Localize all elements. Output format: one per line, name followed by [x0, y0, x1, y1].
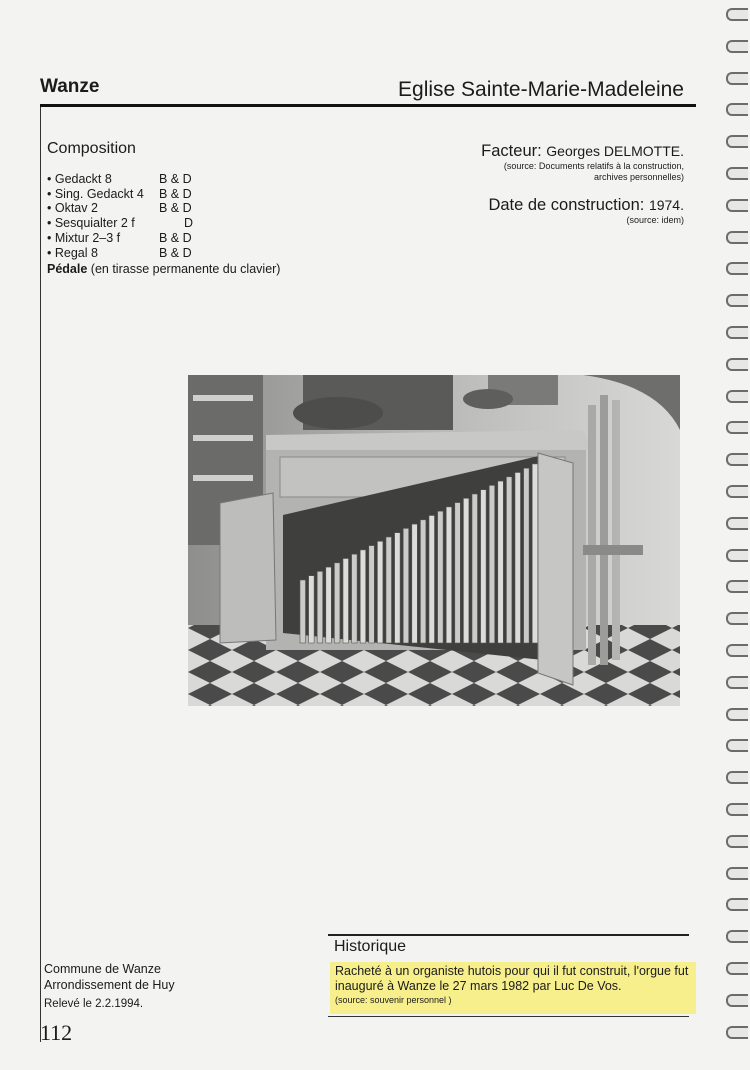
stop-name: • Regal 8 — [47, 245, 98, 260]
stop-name: • Sesquialter 2 f — [47, 216, 135, 231]
organ-pipe — [524, 468, 530, 643]
stop-row — [47, 201, 207, 216]
organ-pipe — [515, 473, 521, 644]
stop-row — [47, 246, 207, 261]
organ-pipe — [309, 576, 315, 643]
binding-ring — [726, 358, 748, 371]
binding-ring — [726, 930, 748, 943]
construction-line — [354, 196, 684, 215]
organ-pipe — [472, 494, 478, 643]
commune-block — [44, 962, 175, 993]
binding-ring — [726, 803, 748, 816]
organ-pipe — [377, 541, 383, 643]
stop-row — [47, 187, 207, 202]
stop-row — [47, 216, 207, 231]
stop-name: • Oktav 2 — [47, 201, 98, 216]
organ-pipe — [334, 563, 340, 643]
pedale-label: Pédale — [47, 262, 88, 276]
pedale-line — [47, 262, 280, 276]
composition-title: Composition — [47, 140, 136, 157]
arrondissement-name: Arrondissement de Huy — [44, 977, 175, 992]
binding-ring — [726, 1026, 748, 1039]
page-number: 112 — [40, 1020, 73, 1045]
releve-date: Relevé le 2.2.1994. — [44, 998, 144, 1010]
binding-ring — [726, 517, 748, 530]
binding-ring — [726, 580, 748, 593]
binding-ring — [726, 326, 748, 339]
binding-ring — [726, 835, 748, 848]
builder-source-1: (source: Documents relatifs à la construction, — [503, 161, 684, 171]
organ-pipe — [429, 516, 435, 644]
stop-division: B & D — [159, 186, 192, 201]
organ-pipe — [360, 550, 366, 643]
organ-pipe — [412, 524, 418, 643]
binding-ring — [726, 103, 748, 116]
organ-pipe — [386, 537, 392, 643]
binding-ring — [726, 644, 748, 657]
margin-rule — [40, 107, 41, 1042]
header-rule — [40, 104, 696, 107]
binding-ring — [726, 72, 748, 85]
binding-ring — [726, 898, 748, 911]
stop-name: • Mixtur 2–3 f — [47, 230, 121, 245]
binding-ring — [726, 453, 748, 466]
church-title: Eglise Sainte-Marie-Madeleine — [398, 78, 684, 101]
organ-pipe — [420, 520, 426, 643]
organ-pipe — [446, 507, 452, 643]
construction-year: 1974. — [648, 197, 684, 213]
organ-pipe — [403, 528, 409, 643]
binding-ring — [726, 262, 748, 275]
pedale-note: (en tirasse permanente du clavier) — [90, 262, 281, 276]
historique-rule-bottom — [328, 1016, 689, 1017]
binding-ring — [726, 294, 748, 307]
organ-pipe — [343, 559, 349, 644]
binding-ring — [726, 167, 748, 180]
historique-text: Racheté à un organiste hutois pour qui il fut construit, l'orgue fut inauguré à Wanze le 27 mars 1982 par Luc De Vos. — [335, 964, 689, 993]
builder-source-2: archives personnelles) — [593, 171, 684, 182]
binding-ring — [726, 485, 748, 498]
organ-pipe — [352, 554, 358, 643]
organ-pipe — [300, 580, 306, 643]
binding-ring — [726, 8, 748, 21]
organ-pipe — [395, 533, 401, 643]
builder-line — [354, 142, 684, 161]
binding-ring — [726, 612, 748, 625]
binding-ring — [726, 549, 748, 562]
commune-name: Commune de Wanze — [44, 962, 161, 976]
binding-ring — [726, 676, 748, 689]
binding-ring — [726, 199, 748, 212]
stop-row — [47, 231, 207, 246]
binding-ring — [726, 231, 748, 244]
organ-photo — [188, 375, 680, 706]
historique-title: Historique — [334, 938, 407, 955]
binding-ring — [726, 40, 748, 53]
binding-ring — [726, 962, 748, 975]
organ-pipe — [506, 477, 512, 643]
binding-ring — [726, 994, 748, 1007]
organ-pipe — [498, 481, 504, 643]
builder-name: Georges DELMOTTE. — [546, 143, 684, 159]
stop-name: • Sing. Gedackt 4 — [47, 186, 144, 201]
organ-pipe — [326, 567, 332, 643]
binding-ring — [726, 135, 748, 148]
binding-ring — [726, 390, 748, 403]
stop-division: B & D — [159, 245, 192, 260]
stop-division: B & D — [159, 201, 192, 216]
construction-source: (source: idem) — [626, 215, 684, 225]
organ-pipe — [481, 490, 487, 643]
historique-body — [335, 964, 695, 1008]
stop-division: B & D — [159, 230, 192, 245]
binding-ring — [726, 708, 748, 721]
construction-label: Date de construction: — [488, 196, 645, 214]
stop-list — [47, 172, 207, 260]
organ-pipe — [369, 546, 375, 643]
binding-ring — [726, 421, 748, 434]
builder-label: Facteur: — [481, 142, 542, 160]
builder-info — [354, 142, 684, 226]
organ-pipe — [489, 485, 495, 643]
stop-name: • Gedackt 8 — [47, 172, 112, 186]
binding-ring — [726, 739, 748, 752]
organ-pipe — [455, 503, 461, 643]
binding-ring — [726, 771, 748, 784]
binding-ring — [726, 867, 748, 880]
stop-division: B & D — [159, 172, 192, 186]
historique-source: (source: souvenir personnel ) — [335, 995, 452, 1005]
spiral-binding — [722, 8, 750, 1063]
organ-pipe — [317, 571, 323, 643]
locality-title: Wanze — [40, 76, 100, 97]
stop-row — [47, 172, 207, 187]
historique-rule-top — [328, 934, 689, 936]
organ-pipe — [463, 498, 469, 643]
stop-division: D — [183, 216, 193, 231]
organ-pipe — [438, 511, 444, 643]
organ-pipe — [532, 464, 538, 643]
